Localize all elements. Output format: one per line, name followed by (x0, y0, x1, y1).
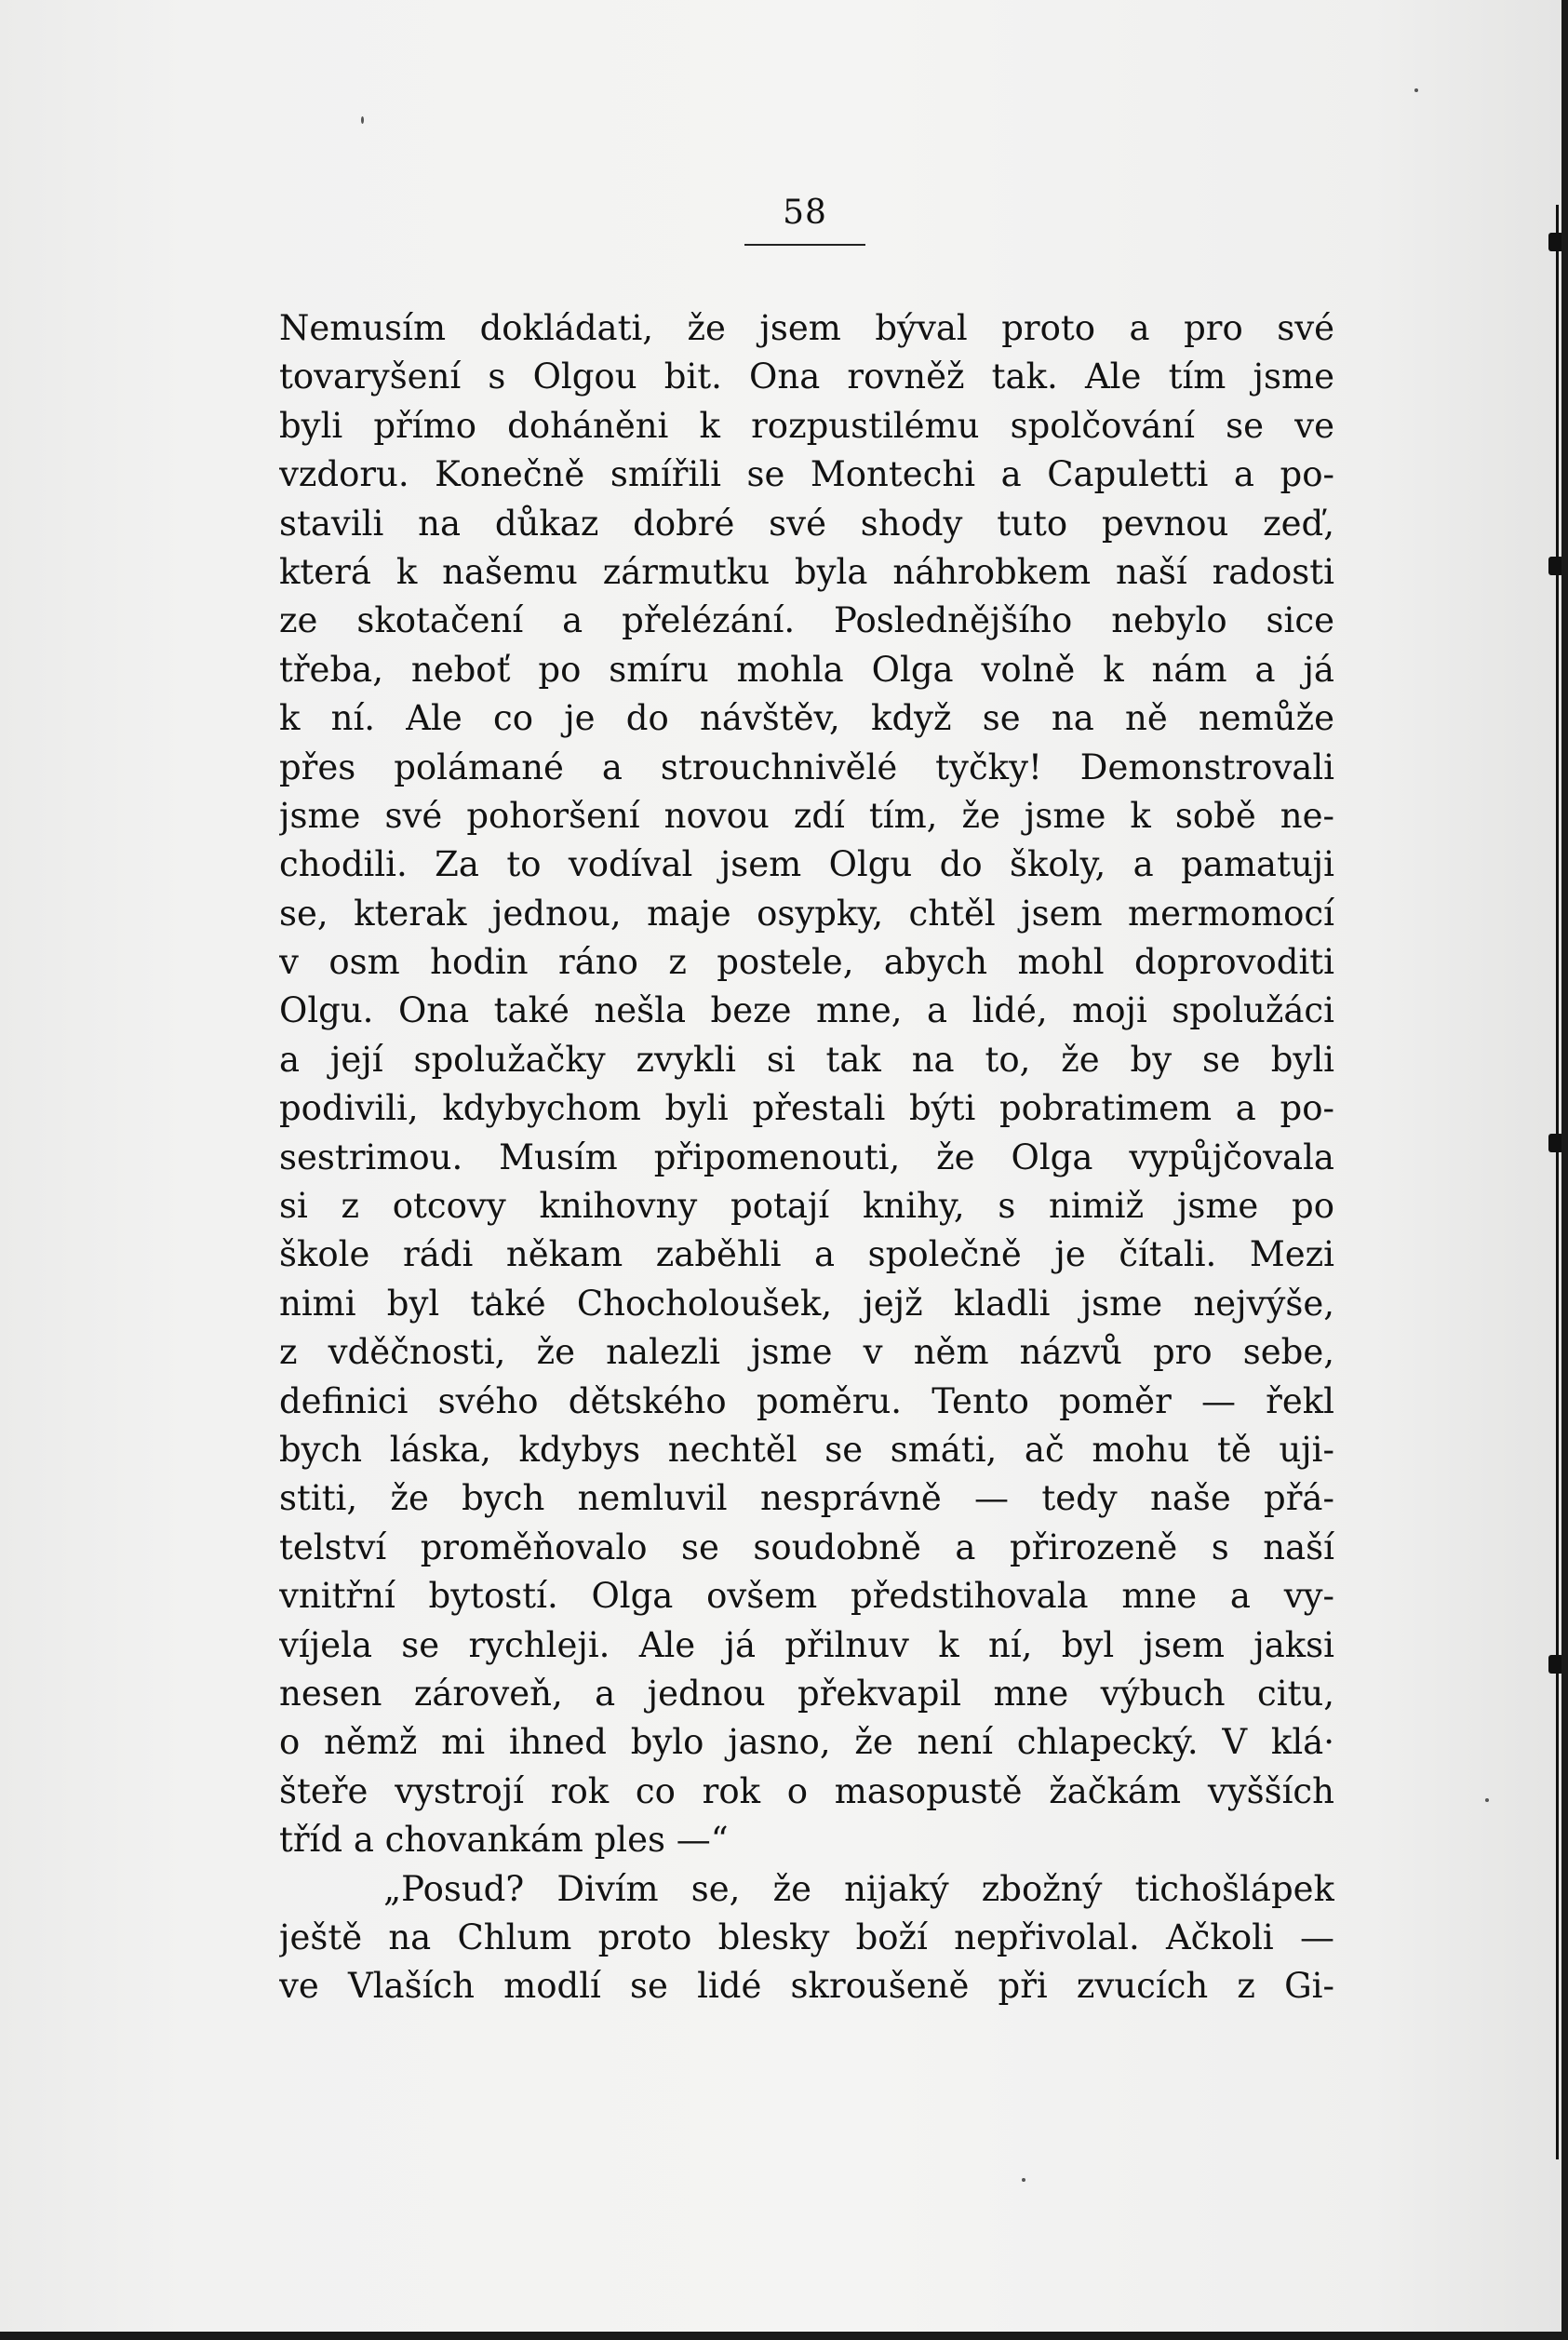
text-line: stiti, že bych nemluvil nesprávně — tedy naše přá- (279, 1478, 1334, 1519)
paper-speck (361, 116, 364, 124)
text-line: šteře vystrojí rok co rok o masopustě žačkám vyšších (279, 1770, 1334, 1811)
text-line: chodili. Za to vodíval jsem Olgu do školy, a pamatuji (279, 844, 1334, 885)
text-line: víjela se rychleji. Ale já přilnuv k ní, byl jsem jaksi (279, 1624, 1334, 1665)
text-line: si z otcovy knihovny potají knihy, s nimiž jsme po (279, 1186, 1334, 1227)
text-line: ze skotačení a přelézání. Poslednějšího nebylo sice (279, 600, 1334, 641)
text-line: se, kterak jednou, maje osypky, chtěl jsem mermomocí (279, 893, 1334, 934)
text-line: přes polámané a strouchnivělé tyčky! Demonstrovali (279, 746, 1334, 787)
edge-mark (1548, 1655, 1561, 1674)
text-line: z vděčnosti, že nalezli jsme v něm názvů pro sebe, (279, 1332, 1334, 1373)
text-line: k ní. Ale co je do návštěv, když se na ně nemůže (279, 698, 1334, 739)
text-line: nesen zároveň, a jednou překvapil mne výbuch citu, (279, 1673, 1334, 1714)
text-line: třeba, neboť po smíru mohla Olga volně k nám a já (279, 649, 1334, 690)
text-line: tovaryšení s Olgou bit. Ona rovněž tak. Ale tím jsme (279, 356, 1334, 397)
text-line: telství proměňovalo se soudobně a přirozeně s naší (279, 1526, 1334, 1567)
text-line: definici svého dětského poměru. Tento poměr — řekl (279, 1380, 1334, 1421)
text-line: a její spolužačky zvykli si tak na to, že by se byli (279, 1039, 1334, 1080)
text-line: jsme své pohoršení novou zdí tím, že jsme k sobě ne- (279, 795, 1334, 836)
body-text (279, 304, 1334, 2011)
page-number-rule (744, 244, 865, 246)
text-line: ve Vlaších modlí se lidé skroušeně při zvucích z Gi- (279, 1966, 1334, 2007)
text-line: ještě na Chlum proto blesky boží nepřivolal. Ačkoli — (279, 1916, 1334, 1957)
page-edge-shadow (1556, 205, 1559, 2159)
text-line: bych láska, kdybys nechtěl se smáti, ač mohu tě uji- (279, 1429, 1334, 1470)
text-line: v osm hodin ráno z postele, abych mohl doprovoditi (279, 942, 1334, 983)
text-line: vzdoru. Konečně smířili se Montechi a Capuletti a po- (279, 454, 1334, 495)
edge-mark (1548, 1134, 1561, 1152)
edge-mark (1548, 557, 1561, 575)
paper-speck (1485, 1798, 1489, 1802)
text-line: byli přímo doháněni k rozpustilému spolčování se ve (279, 405, 1334, 446)
text-line: která k našemu zármutku byla náhrobkem naší radosti (279, 551, 1334, 592)
text-line: tříd a chovankám ples —“ (279, 1820, 729, 1861)
text-line: Nemusím dokládati, že jsem býval proto a pro své (279, 308, 1334, 348)
paper-speck (1022, 2178, 1025, 2182)
page-number: 58 (783, 194, 827, 232)
text-line: sestrimou. Musím připomenouti, že Olga vypůjčovala (279, 1136, 1334, 1177)
text-line: „Posud? Divím se, že nijaký zbožný tichošlápek (383, 1868, 1334, 1909)
text-line: stavili na důkaz dobré své shody tuto pevnou zeď, (279, 503, 1334, 544)
text-line: vnitřní bytostí. Olga ovšem předstihovala mne a vy- (279, 1576, 1334, 1617)
text-line: Olgu. Ona také nešla beze mne, a lidé, moji spolužáci (279, 990, 1334, 1031)
text-line: nimi byl také Chocholoušek, jejž kladli jsme nejvýše, (279, 1283, 1334, 1324)
text-line: podivili, kdybychom byli přestali býti pobratimem a po- (279, 1088, 1334, 1129)
edge-mark (1548, 233, 1561, 251)
text-line: o němž mi ihned bylo jasno, že není chlapecký. V klá· (279, 1722, 1334, 1763)
text-line: škole rádi někam zaběhli a společně je čítali. Mezi (279, 1234, 1334, 1275)
paper-speck (1414, 88, 1418, 92)
